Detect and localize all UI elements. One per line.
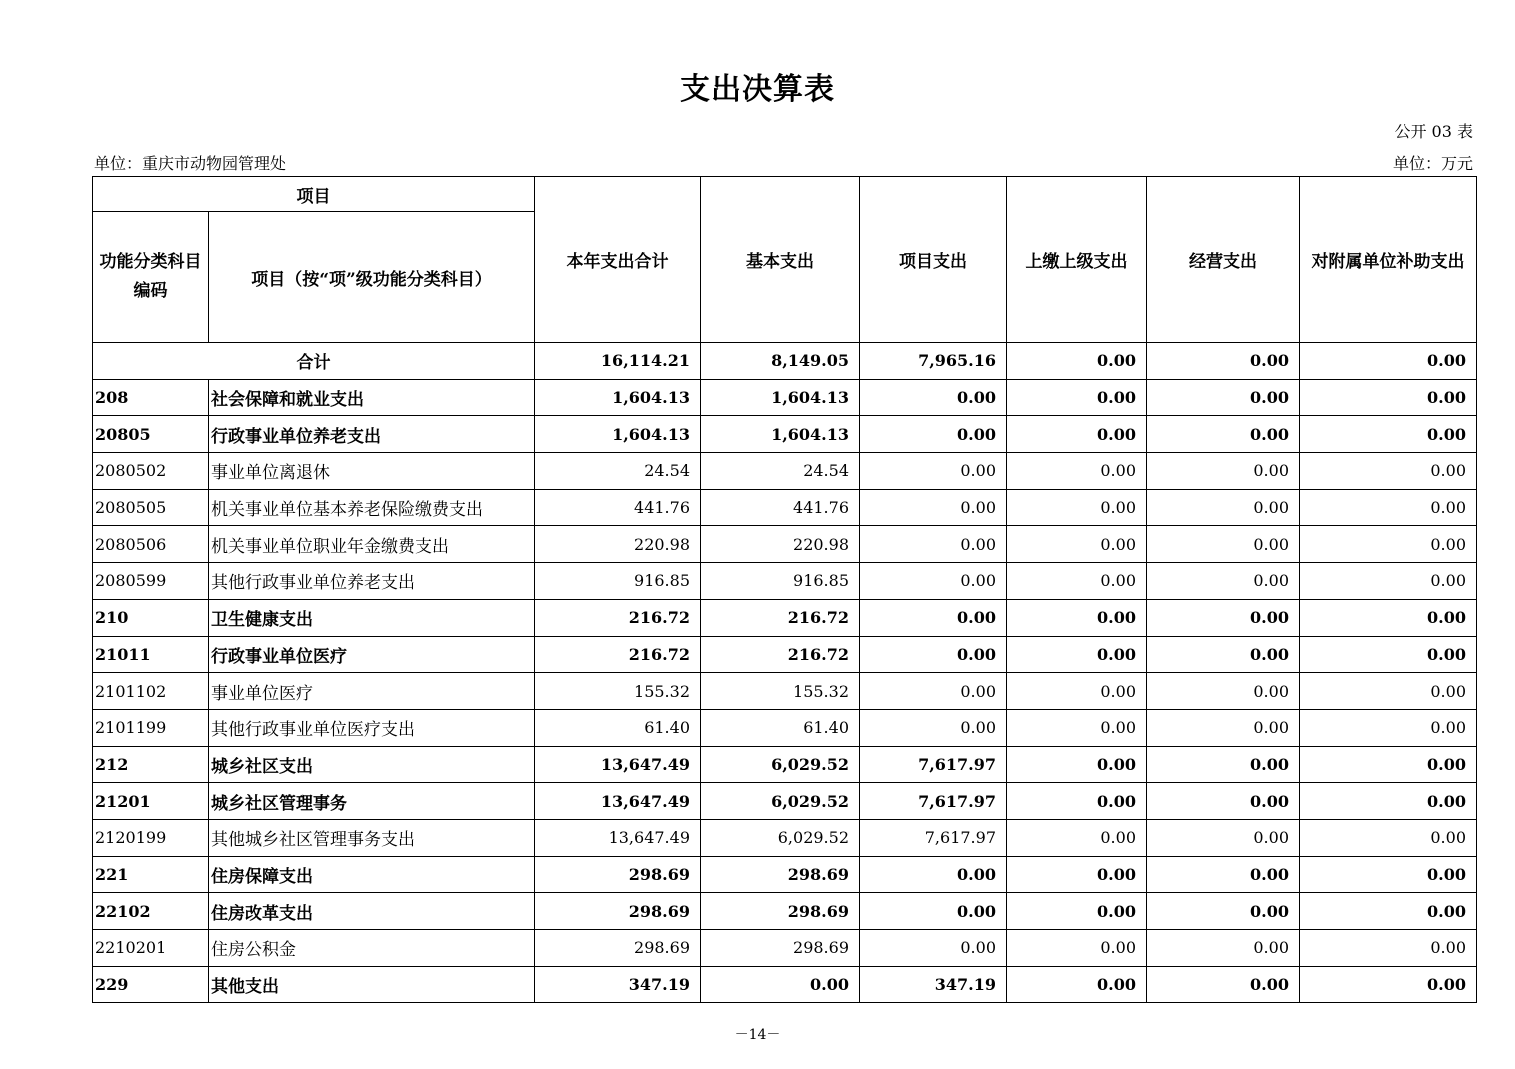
row-value: 0.00 bbox=[1007, 746, 1147, 783]
row-value: 7,617.97 bbox=[860, 746, 1007, 783]
table-row bbox=[93, 783, 1477, 820]
row-name: 城乡社区管理事务 bbox=[209, 783, 535, 820]
row-value: 0.00 bbox=[1147, 563, 1300, 600]
form-number: 公开 03 表 bbox=[1394, 122, 1473, 141]
row-name: 事业单位离退休 bbox=[209, 453, 535, 490]
row-value: 0.00 bbox=[1300, 453, 1477, 490]
row-value: 0.00 bbox=[1007, 819, 1147, 856]
row-value: 0.00 bbox=[1007, 856, 1147, 893]
row-value: 0.00 bbox=[1300, 379, 1477, 416]
total-value: 8,149.05 bbox=[701, 343, 860, 380]
table-row bbox=[93, 709, 1477, 746]
header-basic: 基本支出 bbox=[701, 177, 860, 343]
row-value: 0.00 bbox=[1147, 819, 1300, 856]
row-code: 2120199 bbox=[93, 819, 209, 856]
header-business: 经营支出 bbox=[1147, 177, 1300, 343]
row-value: 0.00 bbox=[1007, 489, 1147, 526]
row-value: 0.00 bbox=[860, 416, 1007, 453]
row-value: 0.00 bbox=[1007, 453, 1147, 490]
row-value: 0.00 bbox=[860, 379, 1007, 416]
row-value: 0.00 bbox=[1300, 416, 1477, 453]
row-value: 0.00 bbox=[1007, 416, 1147, 453]
row-value: 441.76 bbox=[535, 489, 701, 526]
row-code: 208 bbox=[93, 379, 209, 416]
row-code: 2210201 bbox=[93, 930, 209, 967]
row-value: 0.00 bbox=[1007, 930, 1147, 967]
row-value: 347.19 bbox=[535, 966, 701, 1003]
row-code: 21011 bbox=[93, 636, 209, 673]
table-row bbox=[93, 453, 1477, 490]
row-value: 24.54 bbox=[701, 453, 860, 490]
row-value: 0.00 bbox=[860, 453, 1007, 490]
row-value: 6,029.52 bbox=[701, 746, 860, 783]
total-row bbox=[93, 343, 1477, 380]
row-value: 0.00 bbox=[1007, 379, 1147, 416]
row-code: 21201 bbox=[93, 783, 209, 820]
page-number: －14－ bbox=[734, 1027, 781, 1043]
row-value: 0.00 bbox=[860, 856, 1007, 893]
row-value: 916.85 bbox=[701, 563, 860, 600]
total-value: 0.00 bbox=[1007, 343, 1147, 380]
row-name: 社会保障和就业支出 bbox=[209, 379, 535, 416]
total-value: 0.00 bbox=[1300, 343, 1477, 380]
row-value: 13,647.49 bbox=[535, 819, 701, 856]
row-name: 事业单位医疗 bbox=[209, 673, 535, 710]
row-name: 城乡社区支出 bbox=[209, 746, 535, 783]
row-value: 1,604.13 bbox=[535, 379, 701, 416]
row-name: 其他行政事业单位医疗支出 bbox=[209, 709, 535, 746]
row-value: 0.00 bbox=[1300, 783, 1477, 820]
total-value: 16,114.21 bbox=[535, 343, 701, 380]
row-value: 0.00 bbox=[860, 673, 1007, 710]
row-name: 机关事业单位基本养老保险缴费支出 bbox=[209, 489, 535, 526]
row-value: 0.00 bbox=[1300, 563, 1477, 600]
row-name: 行政事业单位医疗 bbox=[209, 636, 535, 673]
row-value: 0.00 bbox=[1300, 673, 1477, 710]
header-subsidy: 对附属单位补助支出 bbox=[1300, 177, 1477, 343]
page-title: 支出决算表 bbox=[680, 72, 835, 107]
table-row bbox=[93, 489, 1477, 526]
row-value: 220.98 bbox=[535, 526, 701, 563]
row-value: 0.00 bbox=[1300, 930, 1477, 967]
row-value: 0.00 bbox=[1147, 416, 1300, 453]
row-value: 298.69 bbox=[701, 856, 860, 893]
row-value: 13,647.49 bbox=[535, 746, 701, 783]
row-value: 216.72 bbox=[701, 636, 860, 673]
row-value: 0.00 bbox=[860, 930, 1007, 967]
row-value: 7,617.97 bbox=[860, 783, 1007, 820]
row-value: 0.00 bbox=[1300, 746, 1477, 783]
row-value: 0.00 bbox=[1007, 673, 1147, 710]
table-row bbox=[93, 966, 1477, 1003]
row-value: 0.00 bbox=[1300, 856, 1477, 893]
row-value: 0.00 bbox=[860, 893, 1007, 930]
header-name: 项目（按“项”级功能分类科目） bbox=[209, 212, 535, 343]
row-value: 216.72 bbox=[535, 599, 701, 636]
total-label: 合计 bbox=[93, 343, 535, 380]
row-value: 155.32 bbox=[535, 673, 701, 710]
row-value: 155.32 bbox=[701, 673, 860, 710]
header-item: 项目 bbox=[93, 177, 535, 212]
row-value: 0.00 bbox=[860, 636, 1007, 673]
row-value: 0.00 bbox=[860, 563, 1007, 600]
row-code: 2080505 bbox=[93, 489, 209, 526]
header-total: 本年支出合计 bbox=[535, 177, 701, 343]
row-value: 916.85 bbox=[535, 563, 701, 600]
row-value: 1,604.13 bbox=[701, 379, 860, 416]
row-value: 6,029.52 bbox=[701, 819, 860, 856]
row-value: 0.00 bbox=[1147, 966, 1300, 1003]
row-value: 0.00 bbox=[1300, 526, 1477, 563]
row-value: 13,647.49 bbox=[535, 783, 701, 820]
row-value: 0.00 bbox=[1147, 856, 1300, 893]
row-value: 0.00 bbox=[1147, 746, 1300, 783]
row-value: 0.00 bbox=[1007, 563, 1147, 600]
total-value: 0.00 bbox=[1147, 343, 1300, 380]
total-value: 7,965.16 bbox=[860, 343, 1007, 380]
row-value: 0.00 bbox=[1147, 636, 1300, 673]
row-code: 212 bbox=[93, 746, 209, 783]
row-value: 0.00 bbox=[1147, 783, 1300, 820]
row-code: 210 bbox=[93, 599, 209, 636]
table-row bbox=[93, 526, 1477, 563]
row-value: 0.00 bbox=[1300, 893, 1477, 930]
row-value: 0.00 bbox=[1147, 489, 1300, 526]
row-value: 0.00 bbox=[1007, 526, 1147, 563]
row-value: 0.00 bbox=[1007, 893, 1147, 930]
row-name: 其他城乡社区管理事务支出 bbox=[209, 819, 535, 856]
row-value: 0.00 bbox=[1300, 819, 1477, 856]
table-row bbox=[93, 416, 1477, 453]
row-value: 0.00 bbox=[860, 526, 1007, 563]
row-value: 0.00 bbox=[1147, 453, 1300, 490]
row-value: 441.76 bbox=[701, 489, 860, 526]
row-value: 0.00 bbox=[1007, 783, 1147, 820]
row-value: 0.00 bbox=[701, 966, 860, 1003]
row-value: 0.00 bbox=[1147, 893, 1300, 930]
row-name: 住房公积金 bbox=[209, 930, 535, 967]
row-value: 0.00 bbox=[1300, 636, 1477, 673]
row-value: 347.19 bbox=[860, 966, 1007, 1003]
header-project: 项目支出 bbox=[860, 177, 1007, 343]
header-upper: 上缴上级支出 bbox=[1007, 177, 1147, 343]
row-value: 220.98 bbox=[701, 526, 860, 563]
table-row bbox=[93, 599, 1477, 636]
table-row bbox=[93, 563, 1477, 600]
table-row bbox=[93, 673, 1477, 710]
row-value: 6,029.52 bbox=[701, 783, 860, 820]
row-value: 0.00 bbox=[1147, 526, 1300, 563]
table-row bbox=[93, 746, 1477, 783]
row-code: 221 bbox=[93, 856, 209, 893]
table-row bbox=[93, 856, 1477, 893]
row-name: 其他支出 bbox=[209, 966, 535, 1003]
table-row bbox=[93, 379, 1477, 416]
row-value: 0.00 bbox=[1147, 379, 1300, 416]
row-value: 1,604.13 bbox=[701, 416, 860, 453]
row-name: 行政事业单位养老支出 bbox=[209, 416, 535, 453]
row-value: 0.00 bbox=[860, 599, 1007, 636]
row-value: 1,604.13 bbox=[535, 416, 701, 453]
row-value: 0.00 bbox=[1300, 709, 1477, 746]
row-code: 2101199 bbox=[93, 709, 209, 746]
row-name: 其他行政事业单位养老支出 bbox=[209, 563, 535, 600]
row-value: 298.69 bbox=[535, 893, 701, 930]
row-name: 住房改革支出 bbox=[209, 893, 535, 930]
row-name: 机关事业单位职业年金缴费支出 bbox=[209, 526, 535, 563]
table-row bbox=[93, 930, 1477, 967]
row-value: 61.40 bbox=[701, 709, 860, 746]
row-value: 0.00 bbox=[1147, 709, 1300, 746]
row-value: 0.00 bbox=[1147, 673, 1300, 710]
row-value: 0.00 bbox=[1007, 636, 1147, 673]
row-code: 22102 bbox=[93, 893, 209, 930]
row-value: 298.69 bbox=[701, 893, 860, 930]
row-code: 2080599 bbox=[93, 563, 209, 600]
row-value: 24.54 bbox=[535, 453, 701, 490]
row-value: 0.00 bbox=[1300, 599, 1477, 636]
unit-organization: 单位：重庆市动物园管理处 bbox=[94, 154, 287, 173]
row-name: 住房保障支出 bbox=[209, 856, 535, 893]
row-value: 0.00 bbox=[1300, 966, 1477, 1003]
row-value: 0.00 bbox=[1007, 709, 1147, 746]
row-value: 61.40 bbox=[535, 709, 701, 746]
row-value: 0.00 bbox=[860, 709, 1007, 746]
row-value: 0.00 bbox=[1300, 489, 1477, 526]
row-value: 298.69 bbox=[701, 930, 860, 967]
row-name: 卫生健康支出 bbox=[209, 599, 535, 636]
row-code: 20805 bbox=[93, 416, 209, 453]
row-value: 298.69 bbox=[535, 856, 701, 893]
row-value: 0.00 bbox=[860, 489, 1007, 526]
expenditure-table bbox=[92, 176, 1477, 1003]
row-code: 2080506 bbox=[93, 526, 209, 563]
row-value: 0.00 bbox=[1147, 930, 1300, 967]
row-value: 7,617.97 bbox=[860, 819, 1007, 856]
row-value: 298.69 bbox=[535, 930, 701, 967]
row-code: 2080502 bbox=[93, 453, 209, 490]
row-code: 2101102 bbox=[93, 673, 209, 710]
row-value: 216.72 bbox=[701, 599, 860, 636]
row-value: 0.00 bbox=[1007, 599, 1147, 636]
header-code: 功能分类科目编码 bbox=[93, 212, 209, 343]
table-row bbox=[93, 819, 1477, 856]
table-row bbox=[93, 893, 1477, 930]
row-value: 0.00 bbox=[1147, 599, 1300, 636]
row-value: 0.00 bbox=[1007, 966, 1147, 1003]
row-value: 216.72 bbox=[535, 636, 701, 673]
table-row bbox=[93, 636, 1477, 673]
row-code: 229 bbox=[93, 966, 209, 1003]
unit-currency: 单位：万元 bbox=[1392, 154, 1473, 173]
